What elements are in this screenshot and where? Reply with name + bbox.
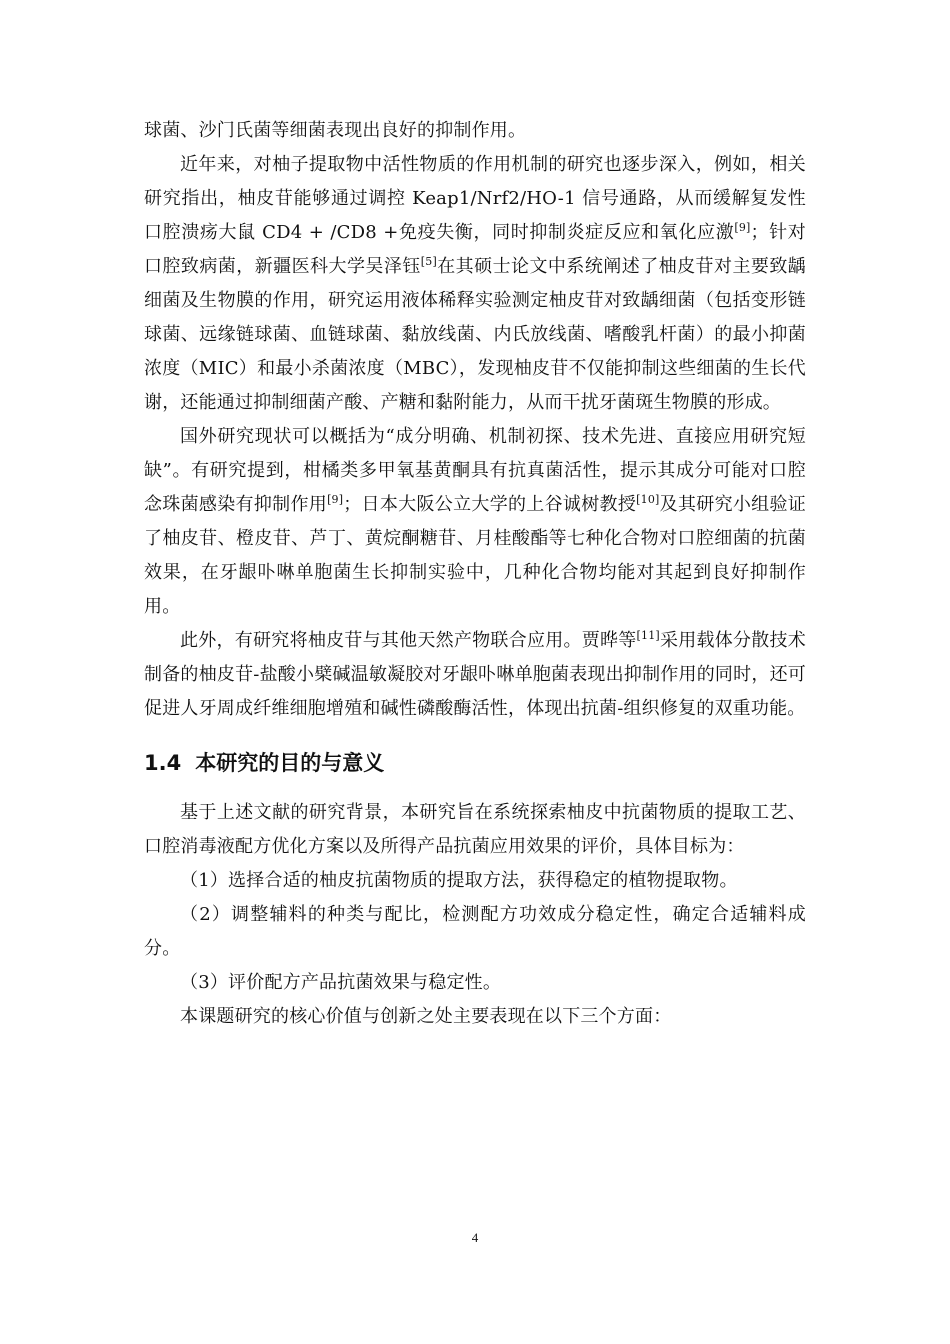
paragraph-text: ；针对口腔致病菌，新疆医科大学吴泽钰 — [144, 222, 806, 277]
citation-ref: [10] — [636, 493, 660, 506]
section-title: 本研究的目的与意义 — [195, 751, 385, 775]
paragraph-text: （1）选择合适的柚皮抗菌物质的提取方法，获得稳定的植物提取物。 — [180, 870, 738, 891]
paragraph-text: （3）评价配方产品抗菌效果与稳定性。 — [180, 972, 502, 993]
paragraph-text: 本课题研究的核心价值与创新之处主要表现在以下三个方面： — [180, 1006, 672, 1027]
paragraph-text: 及其研究小组验证了柚皮苷、橙皮苷、芦丁、黄烷酮糖苷、月桂酸酯等七种化合物对口腔细菌的抗菌效果，在牙龈卟啉单胞菌生长抑制实验中，几种化合物均能对其起到良好抑制作用。 — [144, 494, 806, 617]
paragraph-text: （2）调整辅料的种类与配比，检测配方功效成分稳定性，确定合适辅料成分。 — [144, 904, 806, 959]
section-heading — [144, 744, 806, 782]
objective-item-2 — [144, 898, 806, 966]
paragraph-continuation — [144, 114, 806, 148]
paragraph-text: 基于上述文献的研究背景，本研究旨在系统探索柚皮中抗菌物质的提取工艺、口腔消毒液配方优化方案以及所得产品抗菌应用效果的评价，具体目标为： — [144, 802, 806, 857]
paragraph-text: 国外研究现状可以概括为“成分明确、机制初探、技术先进、直接应用研究短缺”。有研究提到，柑橘类多甲氧基黄酮具有抗真菌活性，提示其成分可能对口腔念珠菌感染有抑制作用 — [144, 426, 806, 515]
page-body — [144, 114, 806, 1034]
paragraph-text: 采用载体分散技术制备的柚皮苷-盐酸小檗碱温敏凝胶对牙龈卟啉单胞菌表现出抑制作用的同时，还可促进人牙周成纤维细胞增殖和碱性磷酸酶活性，体现出抗菌-组织修复的双重功能。 — [144, 630, 806, 719]
paragraph-text: 在其硕士论文中系统阐述了柚皮苷对主要致龋细菌及生物膜的作用，研究运用液体稀释实验测定柚皮苷对致龋细菌（包括变形链球菌、远缘链球菌、血链球菌、黏放线菌、内氏放线菌、嗜酸乳杆菌）的最小抑菌浓度（MIC）和最小杀菌浓度（MBC），发现柚皮苷不仅能抑制这些细菌的生长代谢，还能通过抑制细菌产酸、产糖和黏附能力，从而干扰牙菌斑生物膜的形成。 — [144, 256, 807, 413]
paragraph-text: 近年来，对柚子提取物中活性物质的作用机制的研究也逐步深入，例如，相关研究指出，柚皮苷能够通过调控 Keap1/Nrf2/HO-1 信号通路，从而缓解复发性口腔溃疡大鼠 CD4 + /CD8 +免疫失衡，同时抑制炎症反应和氧化应激 — [144, 154, 806, 243]
paragraph-core-value — [144, 1000, 806, 1034]
objective-item-3 — [144, 966, 806, 1000]
section-number: 1.4 — [144, 751, 182, 775]
citation-ref: [9] — [327, 493, 344, 506]
paragraph-text: 此外，有研究将柚皮苷与其他天然产物联合应用。贾晔等 — [180, 630, 637, 651]
citation-ref: [9] — [734, 221, 751, 234]
citation-ref: [5] — [420, 255, 437, 268]
paragraph-text: 球菌、沙门氏菌等细菌表现出良好的抑制作用。 — [144, 120, 527, 141]
paragraph-foreign-research — [144, 420, 806, 624]
paragraph-combined-application — [144, 624, 806, 726]
objective-item-1 — [144, 864, 806, 898]
page-number: 4 — [471, 1230, 479, 1245]
paragraph-mechanism-research — [144, 148, 806, 420]
paragraph-text: ；日本大阪公立大学的上谷诚树教授 — [343, 494, 637, 515]
citation-ref: [11] — [636, 629, 660, 642]
paragraph-research-aim — [144, 796, 806, 864]
